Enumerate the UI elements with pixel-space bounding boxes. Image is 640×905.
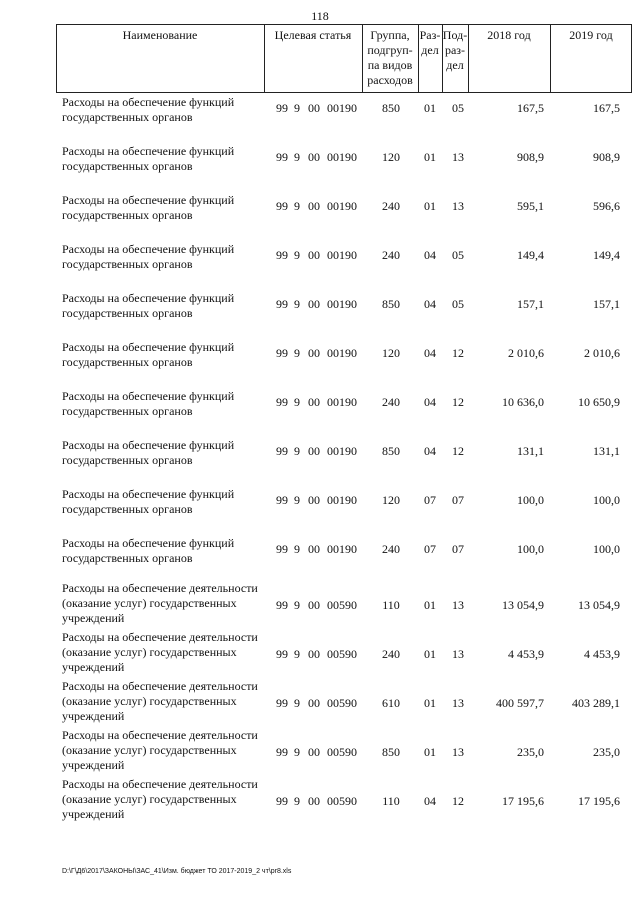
row-name: Расходы на обеспечение деятельности (оказание услуг) государственных учреждений (62, 777, 258, 821)
target-code-direction: 00190 (327, 542, 357, 556)
subsection-code: 12 (452, 444, 464, 458)
page-number: 118 (311, 9, 329, 23)
row-name: Расходы на обеспечение функций государственных органов (62, 291, 235, 320)
table-row (0, 189, 640, 238)
subsection-code: 07 (452, 493, 464, 507)
target-code-direction: 00190 (327, 395, 357, 409)
amount-2018: 13 054,9 (502, 598, 544, 612)
target-code-main: 00 (308, 598, 320, 612)
header-target-article: Целевая статья (274, 28, 352, 42)
target-code-subprogram: 9 (294, 150, 300, 164)
target-code-direction: 00190 (327, 101, 357, 115)
row-name: Расходы на обеспечение функций государственных органов (62, 487, 235, 516)
amount-2019: 17 195,6 (578, 794, 620, 808)
amount-2019: 908,9 (593, 150, 620, 164)
target-code-program: 99 (276, 101, 288, 115)
target-code-main: 00 (308, 696, 320, 710)
amount-2019: 10 650,9 (578, 395, 620, 409)
amount-2019: 13 054,9 (578, 598, 620, 612)
target-code-main: 00 (308, 248, 320, 262)
target-code-main: 00 (308, 395, 320, 409)
section-code: 01 (424, 598, 436, 612)
expense-group: 240 (382, 395, 400, 409)
target-code-direction: 00190 (327, 199, 357, 213)
target-code-subprogram: 9 (294, 542, 300, 556)
section-code: 01 (424, 696, 436, 710)
expense-group: 240 (382, 199, 400, 213)
amount-2019: 157,1 (593, 297, 620, 311)
subsection-code: 05 (452, 248, 464, 262)
target-code-program: 99 (276, 150, 288, 164)
target-code-program: 99 (276, 346, 288, 360)
amount-2019: 131,1 (593, 444, 620, 458)
section-code: 04 (424, 444, 436, 458)
amount-2018: 131,1 (517, 444, 544, 458)
row-name: Расходы на обеспечение функций государственных органов (62, 340, 235, 369)
target-code-program: 99 (276, 297, 288, 311)
expense-group: 850 (382, 297, 400, 311)
header-group: Группа, подгруп- па видов расходов (367, 28, 413, 87)
expense-group: 240 (382, 248, 400, 262)
amount-2018: 908,9 (517, 150, 544, 164)
row-name: Расходы на обеспечение функций государственных органов (62, 144, 235, 173)
target-code-main: 00 (308, 493, 320, 507)
target-code-subprogram: 9 (294, 696, 300, 710)
target-code-direction: 00190 (327, 150, 357, 164)
target-code-direction: 00590 (327, 794, 357, 808)
expense-group: 850 (382, 444, 400, 458)
row-name: Расходы на обеспечение деятельности (оказание услуг) государственных учреждений (62, 581, 258, 625)
target-code-main: 00 (308, 101, 320, 115)
table-row (0, 434, 640, 483)
amount-2019: 235,0 (593, 745, 620, 759)
amount-2018: 595,1 (517, 199, 544, 213)
subsection-code: 12 (452, 794, 464, 808)
target-code-program: 99 (276, 647, 288, 661)
section-code: 04 (424, 395, 436, 409)
amount-2019: 167,5 (593, 101, 620, 115)
amount-2018: 4 453,9 (508, 647, 544, 661)
target-code-subprogram: 9 (294, 598, 300, 612)
target-code-subprogram: 9 (294, 647, 300, 661)
subsection-code: 13 (452, 647, 464, 661)
target-code-subprogram: 9 (294, 745, 300, 759)
file-path-footer: D:\Г\Д6\2017\ЗАКОНЫ\ЗАС_41\Изм. бюджет ТО 2017-2019_2 чт\pr8.xls (62, 868, 292, 875)
target-code-subprogram: 9 (294, 199, 300, 213)
subsection-code: 13 (452, 745, 464, 759)
amount-2018: 17 195,6 (502, 794, 544, 808)
expense-group: 120 (382, 493, 400, 507)
amount-2019: 403 289,1 (572, 696, 620, 710)
table-row (0, 483, 640, 532)
target-code-subprogram: 9 (294, 444, 300, 458)
amount-2018: 149,4 (517, 248, 544, 262)
target-code-direction: 00190 (327, 346, 357, 360)
row-name: Расходы на обеспечение функций государственных органов (62, 389, 235, 418)
target-code-subprogram: 9 (294, 346, 300, 360)
header-section: Раз- дел (419, 28, 441, 57)
section-code: 01 (424, 150, 436, 164)
target-code-main: 00 (308, 745, 320, 759)
row-name: Расходы на обеспечение деятельности (оказание услуг) государственных учреждений (62, 728, 258, 772)
section-code: 01 (424, 199, 436, 213)
target-code-program: 99 (276, 493, 288, 507)
row-name: Расходы на обеспечение деятельности (оказание услуг) государственных учреждений (62, 679, 258, 723)
target-code-direction: 00190 (327, 493, 357, 507)
subsection-code: 13 (452, 199, 464, 213)
expense-group: 610 (382, 696, 400, 710)
target-code-subprogram: 9 (294, 493, 300, 507)
table-row (0, 385, 640, 434)
table-row (0, 238, 640, 287)
target-code-main: 00 (308, 199, 320, 213)
target-code-direction: 00590 (327, 598, 357, 612)
amount-2018: 400 597,7 (496, 696, 544, 710)
target-code-direction: 00190 (327, 444, 357, 458)
amount-2018: 167,5 (517, 101, 544, 115)
section-code: 07 (424, 542, 436, 556)
amount-2018: 2 010,6 (508, 346, 544, 360)
subsection-code: 07 (452, 542, 464, 556)
target-code-subprogram: 9 (294, 395, 300, 409)
table-row (0, 581, 640, 630)
section-code: 04 (424, 297, 436, 311)
subsection-code: 12 (452, 395, 464, 409)
amount-2018: 100,0 (517, 493, 544, 507)
table-row (0, 679, 640, 728)
table-row (0, 777, 640, 826)
amount-2019: 4 453,9 (584, 647, 620, 661)
header-2018: 2018 год (487, 28, 531, 42)
target-code-main: 00 (308, 794, 320, 808)
header-name: Наименование (122, 28, 198, 42)
target-code-main: 00 (308, 647, 320, 661)
amount-2019: 100,0 (593, 542, 620, 556)
expense-group: 240 (382, 542, 400, 556)
target-code-direction: 00590 (327, 696, 357, 710)
row-name: Расходы на обеспечение функций государственных органов (62, 438, 235, 467)
section-code: 01 (424, 745, 436, 759)
target-code-main: 00 (308, 150, 320, 164)
target-code-direction: 00190 (327, 248, 357, 262)
amount-2018: 100,0 (517, 542, 544, 556)
header-subsection: Под- раз- дел (442, 28, 468, 72)
section-code: 07 (424, 493, 436, 507)
expense-group: 850 (382, 745, 400, 759)
expense-group: 240 (382, 647, 400, 661)
target-code-subprogram: 9 (294, 101, 300, 115)
target-code-program: 99 (276, 248, 288, 262)
amount-2018: 10 636,0 (502, 395, 544, 409)
target-code-subprogram: 9 (294, 794, 300, 808)
section-code: 04 (424, 794, 436, 808)
amount-2019: 149,4 (593, 248, 620, 262)
amount-2019: 596,6 (593, 199, 620, 213)
section-code: 04 (424, 346, 436, 360)
target-code-direction: 00590 (327, 647, 357, 661)
table-row (0, 728, 640, 777)
row-name: Расходы на обеспечение функций государственных органов (62, 536, 235, 565)
amount-2019: 2 010,6 (584, 346, 620, 360)
subsection-code: 05 (452, 101, 464, 115)
header-2019: 2019 год (569, 28, 613, 42)
subsection-code: 05 (452, 297, 464, 311)
target-code-program: 99 (276, 542, 288, 556)
table-header (56, 24, 632, 93)
row-name: Расходы на обеспечение функций государственных органов (62, 242, 235, 271)
expense-group: 110 (382, 598, 400, 612)
table-row (0, 532, 640, 581)
target-code-program: 99 (276, 395, 288, 409)
target-code-direction: 00590 (327, 745, 357, 759)
target-code-main: 00 (308, 346, 320, 360)
target-code-main: 00 (308, 297, 320, 311)
target-code-program: 99 (276, 696, 288, 710)
row-name: Расходы на обеспечение функций государственных органов (62, 95, 235, 124)
target-code-direction: 00190 (327, 297, 357, 311)
section-code: 04 (424, 248, 436, 262)
target-code-main: 00 (308, 444, 320, 458)
amount-2019: 100,0 (593, 493, 620, 507)
target-code-program: 99 (276, 199, 288, 213)
target-code-program: 99 (276, 794, 288, 808)
expense-group: 120 (382, 150, 400, 164)
target-code-subprogram: 9 (294, 248, 300, 262)
section-code: 01 (424, 101, 436, 115)
expense-group: 120 (382, 346, 400, 360)
table-row (0, 630, 640, 679)
table-row (0, 287, 640, 336)
amount-2018: 235,0 (517, 745, 544, 759)
subsection-code: 13 (452, 598, 464, 612)
target-code-program: 99 (276, 598, 288, 612)
target-code-program: 99 (276, 444, 288, 458)
expense-group: 110 (382, 794, 400, 808)
table-row (0, 336, 640, 385)
table-row (0, 140, 640, 189)
subsection-code: 13 (452, 150, 464, 164)
row-name: Расходы на обеспечение функций государственных органов (62, 193, 235, 222)
section-code: 01 (424, 647, 436, 661)
amount-2018: 157,1 (517, 297, 544, 311)
target-code-program: 99 (276, 745, 288, 759)
table-row (0, 91, 640, 140)
target-code-main: 00 (308, 542, 320, 556)
expense-group: 850 (382, 101, 400, 115)
subsection-code: 13 (452, 696, 464, 710)
row-name: Расходы на обеспечение деятельности (оказание услуг) государственных учреждений (62, 630, 258, 674)
subsection-code: 12 (452, 346, 464, 360)
target-code-subprogram: 9 (294, 297, 300, 311)
table-body (0, 91, 640, 826)
